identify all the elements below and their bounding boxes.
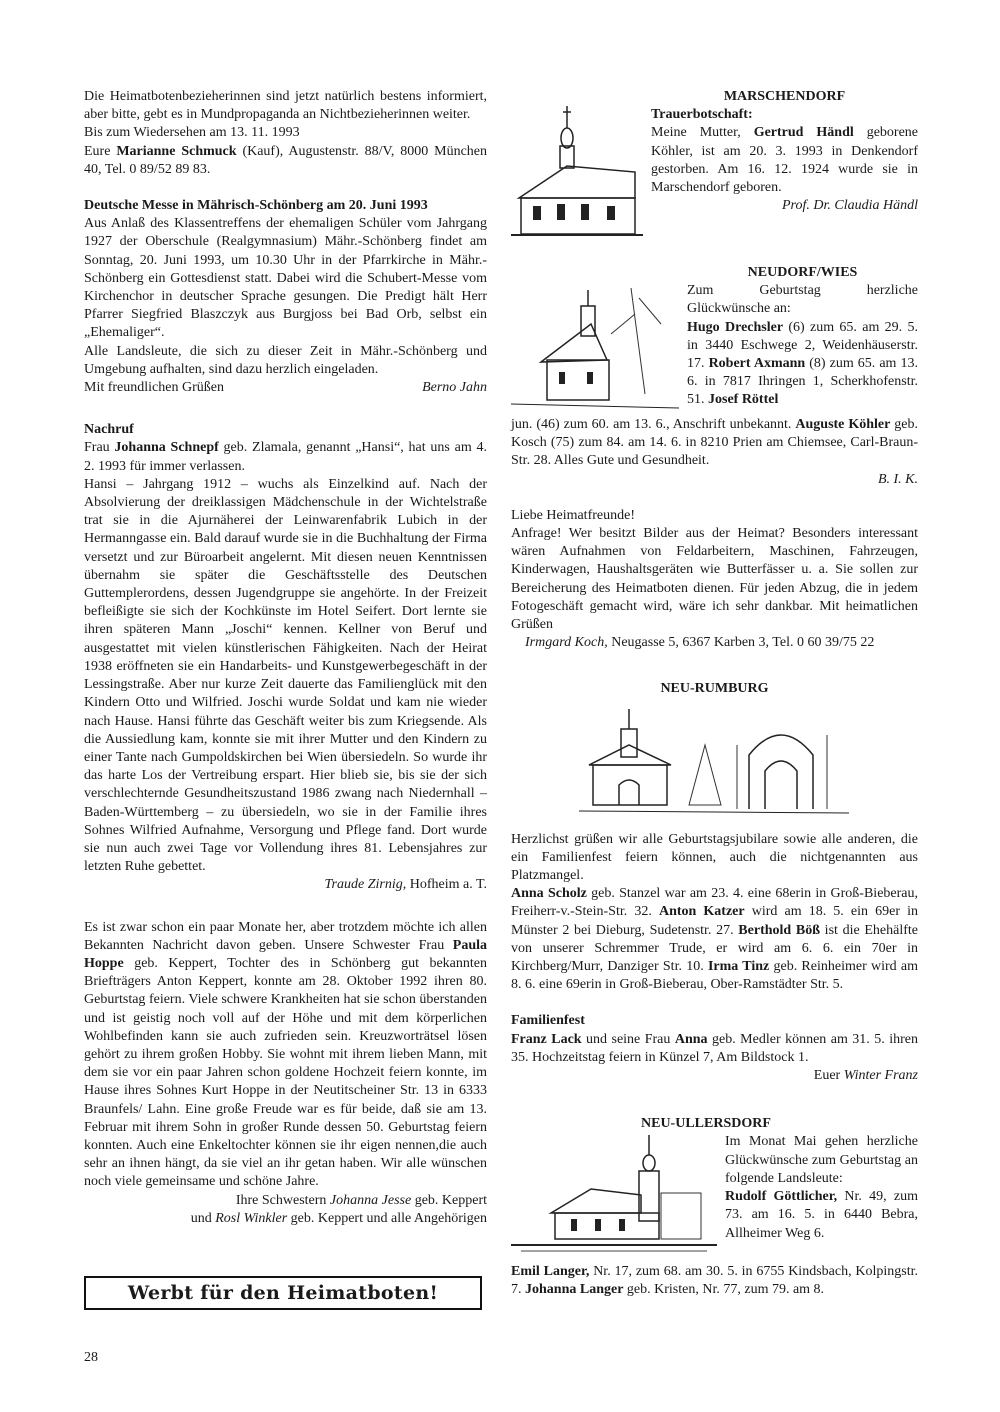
neurumburg-heading: NEU-RUMBURG — [660, 681, 769, 697]
neuullersdorf-entry-1: Rudolf Göttlicher, Nr. 49, zum 73. am 16. 5. in 6440 Bebra, Allheimer Weg 6. — [725, 1189, 918, 1241]
banner-box — [84, 1276, 482, 1310]
marschendorf-section — [511, 88, 918, 238]
neudorf-entries-continued: jun. (46) zum 60. am 13. 6., Anschrift unbekannt. Auguste Köhler geb. Kosch (75) zum 84. am 14. 6. in 8210 Prien am Chiemsee, Carl-Braun-Str. 28. Alles Gute und Gesundheit. — [511, 417, 919, 469]
neudorf-signature: B. I. K. — [877, 471, 918, 487]
anfrage-greeting: Liebe Heimatfreunde! — [511, 507, 635, 523]
neuullersdorf-section — [511, 1115, 918, 1263]
intro-paragraph: Die Heimatbotenbezieherinnen sind jetzt natürlich bestens informiert, aber bitte, gebt es in Mundpropaganda an Nichtbezieherinnen weiter. — [84, 89, 487, 123]
messe-closing: Mit freundlichen Grüßen Berno Jahn — [84, 379, 487, 397]
right-column — [511, 88, 918, 1300]
neuullersdorf-intro: Im Monat Mai gehen herzliche Glückwünsche zum Geburtstag an folgende Landsleute: — [725, 1134, 918, 1186]
church-illustration-marschendorf — [511, 88, 643, 238]
messe-paragraph-2: Alle Landsleute, die sich zu dieser Zeit in Mähr.-Schönberg und Umgebung aufhalten, sind dazu herzlich eingeladen. — [84, 343, 487, 377]
messe-paragraph-1: Aus Anlaß des Klassentreffens der ehemaligen Schüler vom Jahrgang 1927 der Oberschule (Realgymnasium) Mähr.-Schönberg findet am Sonntag, 20. Juni 1993, um 10.30 Uhr in der Pfarrkirche in Mähr.-Schönberg ein Gottesdienst statt. Dabei wird die Schubert-Messe vom Kirchenchor in deutscher Sprache gesungen. Die Predigt hält Herr Pfarrer Siegfried Blaszczyk aus Burgjoss bei Bad Orb, selbst ein „Ehemaliger“. — [84, 216, 487, 341]
neuullersdorf-entries: Emil Langer, Nr. 17, zum 68. am 30. 5. in 6755 Kindsbach, Kolpingstr. 7. Johanna Langer geb. Kristen, Nr. 77, zum 79. am 8. — [511, 1264, 919, 1298]
neudorf-heading: NEUDORF/WIES — [747, 265, 858, 280]
neurumburg-paragraph-1: Herzlichst grüßen wir alle Geburtstagsjubilare sowie alle anderen, die ein Familienfest feiern können, auch die nichtgenannten aus Platzmangel. — [511, 831, 918, 884]
intro-signature: Eure Marianne Schmuck (Kauf), Augustenstr. 88/V, 8000 München 40, Tel. 0 89/52 89 83. — [84, 143, 488, 177]
nachruf-paragraph-2: Hansi – Jahrgang 1912 – wuchs als Einzelkind auf. Nach der Absolvierung der dreiklassigen Mädchenschule in der Wichtelstraße trat sie in die Ajurnäherei der Leinwarenfabrik Lubich in der Hermanngasse ein. Bald darauf wurde sie in die Buchhaltung der Firma versetzt und zur Büroarbeit angelernt. Mit diesen neuen Kenntnissen übernahm sie später die Geschäftsstelle des Deutschen Guttemplerordens, dessen Jugendgruppe sie angehörte. In der Freizeit befleißigte sie sich der Kochkünste im Hotel Seifert. Dort lernte sie ihren späteren Mann „Joschi“ kennen. Kellner von Beruf und ausgestattet mit vielen künstlerischen Fähigkeiten. Nach der Heirat 1938 eröffneten sie ein Handarbeits- und Kunstgewerbegeschäft in der Lessingstraße. Aber nur kurze Zeit dauerte das Familienglück mit den Kindern Otto und Wilfried. Joschi wurde Soldat und kam nie wieder nach Hause. Hansi führte das Geschäft weiter bis zum Kriegsende. Als die Aussiedlung kam, konnte sie mit ihrer Mutter und den Kindern zu einer Tante nach Gumpoldskirchen bei Wien übersiedeln. So wurde ihr das harte Los der Vertreibung erspart. Hier blieb sie, bis sie der sich verschlechternde Gesundheitszustand 1986 zwang nach Niedernhall – Baden-Württemberg – zu übersiedeln, wo sie in der Familie ihres Sohnes Wilfried Aufnahme, Versorgung und Pflege fand. Dort wurde sie nun auch zwei Tage vor Vollendung ihres 81. Lebensjahres zur letzten Ruhe gebettet. — [84, 476, 487, 875]
familienfest-paragraph: Franz Lack und seine Frau Anna geb. Medler können am 31. 5. ihren 35. Hochzeitstag feiern in Künzel 7, Am Bildstock 1. — [511, 1031, 918, 1065]
hoppe-signature-2: und Rosl Winkler geb. Keppert und alle Angehörigen — [190, 1210, 487, 1226]
anfrage-paragraph: Anfrage! Wer besitzt Bilder aus der Heimat? Besonders interessant wären Aufnahmen von Feldarbeitern, Maschinen, Fahrzeugen, Kinderwagen, Haushaltsgeräten wie Butterfässer u. a. Sie sollen zur Bereicherung des Heimatboten dienen. Für jeden Abzug, die in jedem Fotogeschäft gemacht wird, wäre ich sehr dankbar. Mit heimatlichen Grüßen — [511, 526, 918, 633]
intro-line: Bis zum Wiedersehen am 13. 11. 1993 — [84, 125, 300, 141]
neurumburg-entries: Anna Scholz geb. Stanzel war am 23. 4. eine 68erin in Groß-Bieberau, Freiherr-v.-Stein-Str. 32. Anton Katzer wird am 18. 5. ein 69er in Münster 2 bei Dieburg, Sudetenstr. 27. Berthold Böß ist die Ehehälfte von unserer Schremmer Trude, er wird am 6. 6. ein 70er in Kirchberg/Murr, Danziger Str. 10. Irma Tinz geb. Reinheimer wird am 8. 6. eine 69erin in Groß-Bieberau, Ober-Ramstädter Str. 5. — [511, 886, 919, 993]
hoppe-signature-1: Ihre Schwestern Johanna Jesse geb. Keppert — [235, 1192, 487, 1208]
marschendorf-heading: MARSCHENDORF — [723, 89, 846, 104]
neudorf-section — [511, 264, 918, 416]
familienfest-heading: Familienfest — [511, 1013, 585, 1029]
village-illustration-neurumburg — [559, 705, 859, 823]
hoppe-paragraph: Es ist zwar schon ein paar Monate her, aber trotzdem möchte ich allen Bekannten Nachricht davon geben. Unsere Schwester Frau Paula Hoppe geb. Keppert, Tochter des in Schönberg gut bekannten Briefträgers Anton Keppert, konnte am 28. Oktober 1992 ihren 80. Geburtstag feiern. Viele schwere Krankheiten hat sie schon überstanden und ist geistig noch voll auf der Höhe und mit dem körperlichen Wohlbefinden kann sie auch zufrieden sein. Kreuzworträtsel lösen gehört zu ihrem großen Hobby. Sie wohnt mit ihrem lieben Mann, mit dem sie vor ein paar Jahren schon goldene Hochzeit feiern konnte, im Hause ihres Sohnes Kurt Hoppe in der Neutitscheiner Str. 13 in 6333 Braunfels/ Lahn. Eine große Freude war es für beide, daß sie am 13. Februar mit ihrem Sohn in großer Runde dessen 50. Geburtstag feiern konnten. Auch eine Enkeltochter können sie ihr eigen nennen,die auch sehr an ihnen hängt, da sie viel an ihr getan haben. Wir alle wünschen noch viele gemeinsame und schöne Jahre. — [84, 919, 487, 1190]
church-illustration-neudorf — [511, 284, 679, 416]
nachruf-paragraph-1: Frau Johanna Schnepf geb. Zlamala, genannt „Hansi“, hat uns am 4. 2. 1993 für immer verlassen. — [84, 440, 487, 474]
messe-signature: Berno Jahn — [422, 380, 487, 396]
familienfest-signature: Euer Winter Franz — [813, 1068, 918, 1084]
page-number: 28 — [84, 1350, 98, 1365]
left-column — [84, 88, 487, 1228]
neuullersdorf-heading: NEU-ULLERSDORF — [641, 1116, 771, 1132]
marschendorf-signature: Prof. Dr. Claudia Händl — [782, 198, 918, 214]
nachruf-signature: Traude Zirnig, Hofheim a. T. — [324, 877, 487, 893]
neudorf-intro: Zum Geburtstag herzliche Glückwünsche an: — [687, 283, 918, 317]
nachruf-heading: Nachruf — [84, 422, 134, 438]
neudorf-entries: Hugo Drechsler (6) zum 65. am 29. 5. in 3440 Eschwege 2, Weidenhäuserstr. 17. Robert Axmann (8) zum 65. am 13. 6. in 7817 Ihringen 1, Scherkhofenstr. 51. Josef Röttel — [687, 319, 919, 408]
church-illustration-neuullersdorf — [511, 1133, 717, 1263]
messe-heading: Deutsche Messe in Mährisch-Schönberg am 20. Juni 1993 — [84, 198, 428, 214]
marschendorf-paragraph: Meine Mutter, Gertrud Händl geborene Köhler, ist am 20. 3. 1993 in Denkendorf gestorben. Am 16. 12. 1924 wurde sie in Marschendorf geboren. — [651, 125, 918, 196]
banner-text: Werbt für den Heimatboten! — [127, 1281, 439, 1304]
marschendorf-subheading: Trauerbotschaft: — [651, 107, 753, 123]
anfrage-signature: Irmgard Koch, Neugasse 5, 6367 Karben 3, Tel. 0 60 39/75 22 — [525, 635, 875, 651]
